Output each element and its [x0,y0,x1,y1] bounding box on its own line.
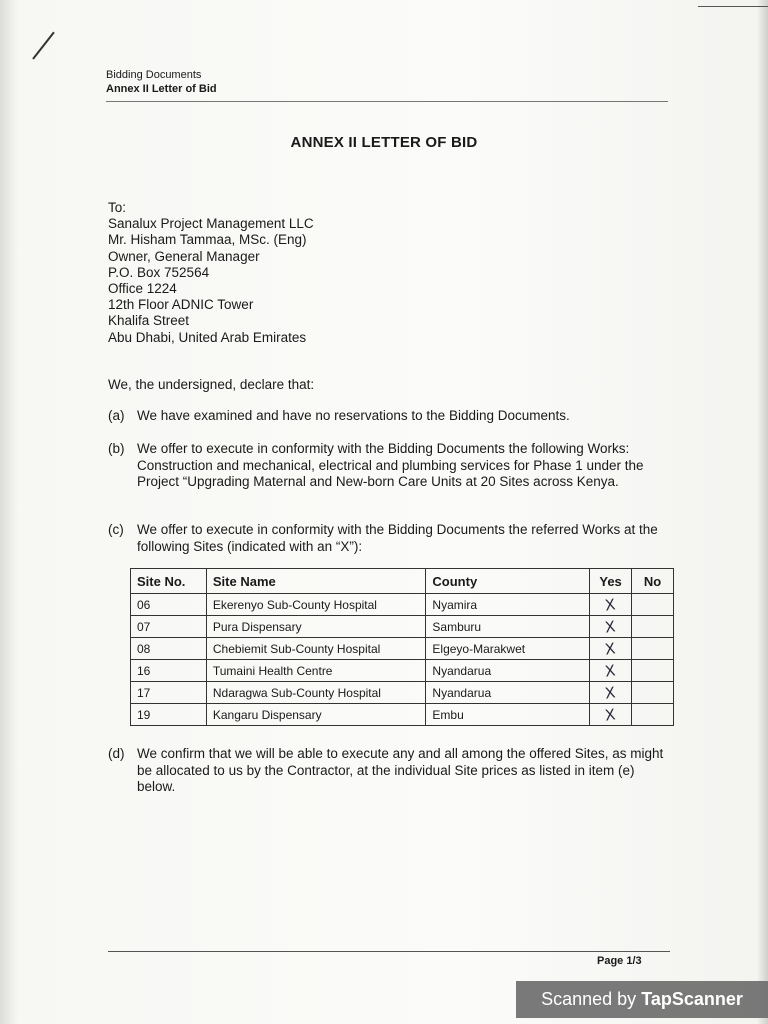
header-county: County [426,569,590,594]
handwritten-x-mark: X [604,616,617,637]
clause-label: (b) [108,441,125,456]
cell-yes [590,594,632,616]
cell-yes [590,704,632,726]
cell-site-name: Ekerenyo Sub-County Hospital [206,594,426,616]
cell-site-no: 17 [131,682,207,704]
cell-county: Nyandarua [426,660,590,682]
header-site-name: Site Name [206,569,426,594]
cell-yes [590,682,632,704]
address-line: Owner, General Manager [108,248,260,264]
clause-label: (c) [108,522,124,537]
scanner-watermark [516,981,768,1018]
handwritten-x-mark: X [604,660,617,681]
cell-county: Samburu [426,616,590,638]
table-row [131,638,674,660]
watermark-brand: TapScanner [641,989,743,1009]
cell-no [632,594,674,616]
clause-text: We offer to execute in conformity with the Bidding Documents the referred Works at the following Sites (indicated with an “X”): [137,522,658,554]
header-line-2: Annex II Letter of Bid [106,83,217,95]
page-edge [758,0,768,1024]
cell-county: Nyamira [426,594,590,616]
cell-site-no: 08 [131,638,207,660]
sites-table [130,568,674,726]
cell-no [632,660,674,682]
clause-text: We confirm that we will be able to execute any and all among the offered Sites, as might be allocated to us by the Contractor, at the individual Site prices as listed in item (e) below. [137,746,664,794]
cell-site-no: 19 [131,704,207,726]
cell-site-no: 06 [131,594,207,616]
address-line: Khalifa Street [108,313,190,329]
cell-site-name: Chebiemit Sub-County Hospital [206,638,426,660]
address-line: Office 1224 [108,281,177,297]
cell-yes [590,660,632,682]
handwritten-x-mark: X [604,638,617,659]
table-row [131,594,674,616]
table-row [131,660,674,682]
cell-county: Embu [426,704,590,726]
cell-site-name: Ndaragwa Sub-County Hospital [206,682,426,704]
cell-yes [590,638,632,660]
cell-site-no: 07 [131,616,207,638]
table-row [131,704,674,726]
address-line: Abu Dhabi, United Arab Emirates [108,329,307,345]
table-row [131,682,674,704]
clause-text: We have examined and have no reservations to the Bidding Documents. [137,408,570,423]
cell-yes [590,616,632,638]
handwritten-x-mark: X [604,704,617,725]
cell-no [632,682,674,704]
header-yes: Yes [590,569,632,594]
address-line: 12th Floor ADNIC Tower [108,297,254,313]
cell-no [632,638,674,660]
recipient-address [108,200,314,346]
watermark-prefix: Scanned by [541,989,642,1009]
clause-b [108,441,673,491]
cell-site-name: Kangaru Dispensary [206,704,426,726]
address-line: P.O. Box 752564 [108,264,210,280]
page-number: Page 1/3 [597,955,642,967]
header-site-no: Site No. [131,569,207,594]
cell-no [632,616,674,638]
cell-site-no: 16 [131,660,207,682]
header-rule [106,101,668,102]
cell-county: Elgeyo-Marakwet [426,638,590,660]
declaration: We, the undersigned, declare that: [108,377,315,392]
clause-a [108,408,673,425]
page-corner-line [698,6,768,7]
clause-d [108,746,673,796]
cell-county: Nyandarua [426,682,590,704]
table-row [131,616,674,638]
header-line-1: Bidding Documents [106,69,202,81]
table-header-row [131,569,674,594]
handwritten-x-mark: X [604,682,617,703]
handwritten-x-mark: X [604,594,617,615]
address-line: Mr. Hisham Tammaa, MSc. (Eng) [108,232,307,248]
page-title: ANNEX II LETTER OF BID [290,134,478,151]
document-header [106,68,217,96]
clause-label: (d) [108,746,125,761]
clause-label: (a) [108,408,125,423]
cell-no [632,704,674,726]
clause-c [108,522,673,555]
cell-site-name: Tumaini Health Centre [206,660,426,682]
cell-site-name: Pura Dispensary [206,616,426,638]
address-line: To: [108,200,127,215]
clause-text: We offer to execute in conformity with the Bidding Documents the following Works: Construction and mechanical, electrical and plumbing services for Phase 1 under the Project “Upgrading Maternal and New-born Care Units at 20 Sites across Kenya. [137,441,644,489]
header-no: No [632,569,674,594]
address-line: Sanalux Project Management LLC [108,216,314,232]
footer-rule [108,951,670,952]
